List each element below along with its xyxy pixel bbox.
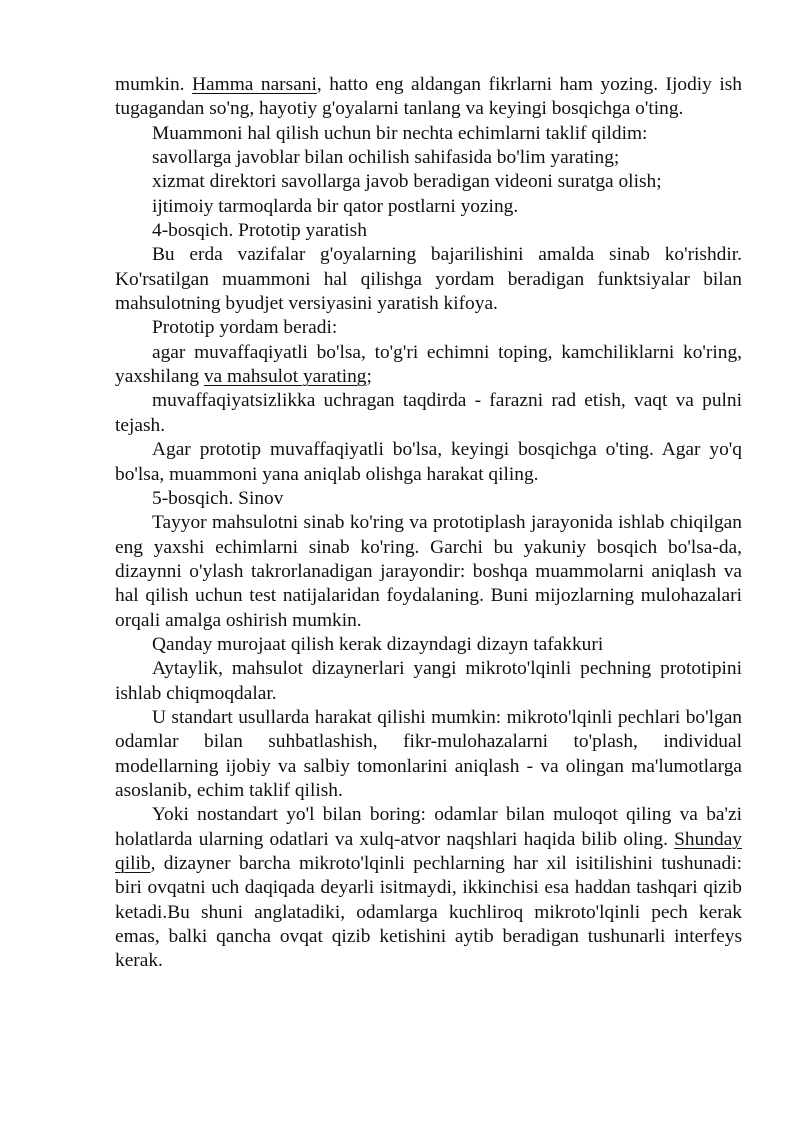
text-span: ; bbox=[366, 366, 372, 388]
heading-stage-5: 5-bosqich. Sinov bbox=[152, 487, 284, 509]
document-page bbox=[115, 73, 742, 974]
paragraph-prototype-helps: Prototip yordam beradi: bbox=[152, 317, 338, 339]
paragraph-microwave-example: Aytaylik, mahsulot dizaynerlari yangi mikroto'lqinli pechning prototipini ishlab chiqmoqdalar. bbox=[115, 658, 742, 704]
hamma-narsani-link[interactable]: Hamma narsani bbox=[192, 74, 317, 95]
paragraph-nonstandard-approach bbox=[115, 803, 742, 973]
text-span: agar muvaffaqiyatli bo'lsa, to'g'ri echimni toping, kamchiliklarni ko'ring, yaxshilang bbox=[115, 341, 742, 388]
list-item-landing-section: savollarga javoblar bilan ochilish sahifasida bo'lim yarating; bbox=[152, 147, 620, 169]
text-span: , dizayner barcha mikroto'lqinli pechlarning har xil isitilishini tushunadi: biri ovqatni uch daqiqada deyarli isitmaydi, ikkinchisi esa haddan tashqari qizib ketadi.Bu shuni anglatadiki, odamlarga kuchliroq mikroto'lqinli pech kerak emas, balki qancha ovqat qizib ketishini aytib beradigan tushunarli interfeys kerak. bbox=[115, 853, 742, 972]
text-span: Yoki nostandart yo'l bilan boring: odamlar bilan muloqot qiling va ba'zi holatlarda ularning odatlari va xulq-atvor naqshlari haqida bilib oling. bbox=[115, 804, 742, 850]
list-item-social-posts: ijtimoiy tarmoqlarda bir qator postlarni yozing. bbox=[152, 195, 519, 217]
paragraph-next-stage: Agar prototip muvaffaqiyatli bo'lsa, keyingi bosqichga o'ting. Agar yo'q bo'lsa, muammoni yana aniqlab olishga harakat qiling. bbox=[115, 439, 742, 485]
mahsulot-yarating-link[interactable]: va mahsulot yarating bbox=[203, 366, 367, 388]
list-item-success bbox=[115, 341, 742, 390]
paragraph-continuation bbox=[115, 73, 742, 122]
paragraph-stage-5-body: Tayyor mahsulotni sinab ko'ring va prototiplash jarayonida ishlab chiqilgan eng yaxshi echimlarni sinab ko'ring. Garchi bu yakuniy bosqich bo'lsa-da, dizaynni o'ylash takrorlanadigan jarayondir: boshqa muammolarni aniqlash va hal qilish uchun test natijalaridan foydalaning. Buni mijozlarning mulohazalari orqali amalga oshirish mumkin. bbox=[115, 512, 742, 631]
text-span: , hatto eng aldangan fikrlarni ham yozing. Ijodiy ish tugagandan so'ng, hayotiy g'oyalarni tanlang va keyingi bosqichga o'ting. bbox=[115, 74, 742, 120]
paragraph-solutions-intro: Muammoni hal qilish uchun bir nechta echimlarni taklif qildim: bbox=[152, 122, 648, 144]
list-item-failure: muvaffaqiyatsizlikka uchragan taqdirda - farazni rad etish, vaqt va pulni tejash. bbox=[115, 390, 742, 436]
heading-stage-4: 4-bosqich. Prototip yaratish bbox=[152, 220, 367, 242]
paragraph-standard-approach: U standart usullarda harakat qilishi mumkin: mikroto'lqinli pechlari bo'lgan odamlar bilan suhbatlashish, fikr-mulohazalarni to'plash, individual modellarning ijobiy va salbiy tomonlarini aniqlash - va olingan ma'lumotlarga asoslanib, echim taklif qilish. bbox=[115, 706, 742, 801]
list-item-video: xizmat direktori savollarga javob beradigan videoni suratga olish; bbox=[152, 171, 662, 193]
text-span: mumkin. bbox=[115, 74, 192, 95]
heading-design-thinking: Qanday murojaat qilish kerak dizayndagi dizayn tafakkuri bbox=[152, 633, 604, 655]
shunday-qilib-link[interactable]: Shunday qilib bbox=[115, 828, 742, 874]
paragraph-stage-4-body: Bu erda vazifalar g'oyalarning bajarilishini amalda sinab ko'rishdir. Ko'rsatilgan muammoni hal qilishga yordam beradigan funktsiyalar bilan mahsulotning byudjet versiyasini yaratish kifoya. bbox=[115, 244, 742, 315]
